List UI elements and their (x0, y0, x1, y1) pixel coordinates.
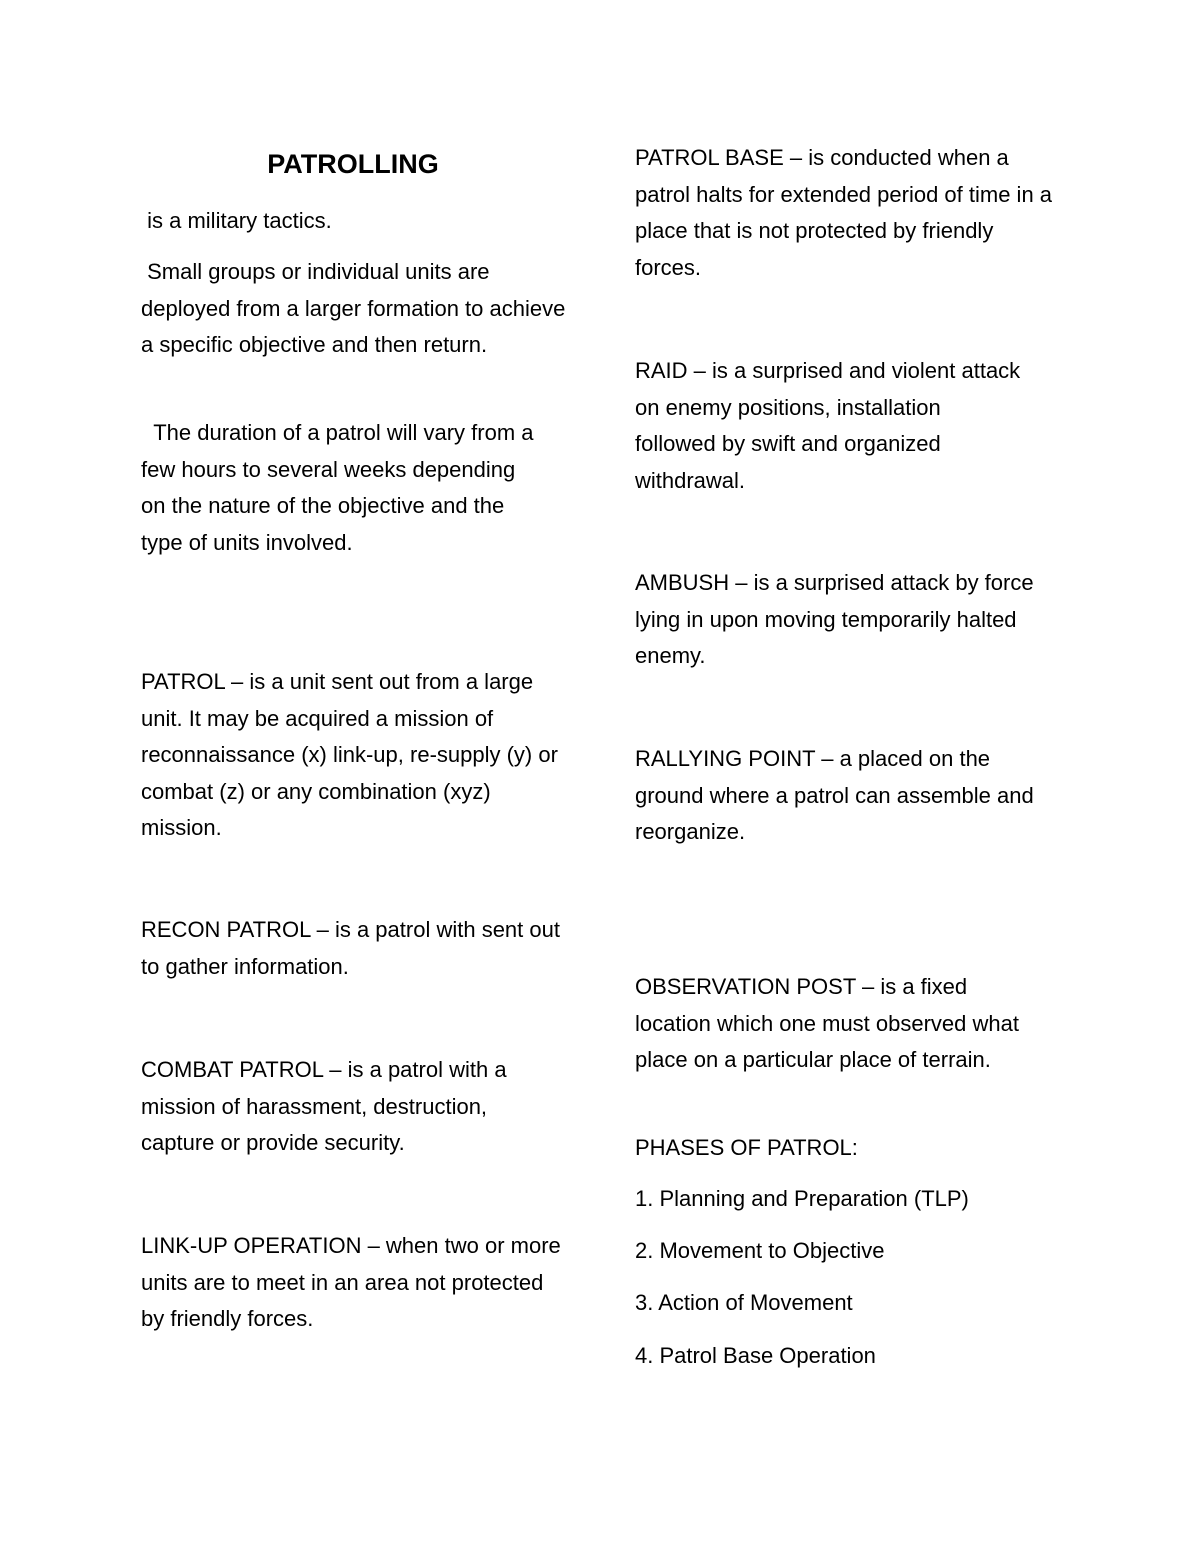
definition-recon-patrol: RECON PATROL – is a patrol with sent out to gather information. (141, 917, 567, 979)
definition-rallying-point: RALLYING POINT – a placed on the ground where a patrol can assemble and reorganize. (635, 746, 1040, 844)
document-title: PATROLLING (267, 149, 439, 179)
paragraph-small-groups: Small groups or individual units are deployed from a larger formation to achieve a specific objective and then return. (141, 259, 572, 357)
definition-patrol: PATROL – is a unit sent out from a large unit. It may be acquired a mission of reconnaissance (x) link-up, re-supply (y) or combat (z) or any combination (xyz) mission. (141, 669, 565, 840)
phase-item: 3. Action of Movement (635, 1290, 853, 1315)
definition-patrol-base: PATROL BASE – is conducted when a patrol halts for extended period of time in a place that is not protected by friendly forces. (635, 145, 1059, 280)
definition-raid: RAID – is a surprised and violent attack on enemy positions, installation followed by swift and organized withdrawal. (635, 358, 1027, 493)
definition-observation-post: OBSERVATION POST – is a fixed location which one must observed what place on a particular place of terrain. (635, 974, 1026, 1072)
phase-item: 1. Planning and Preparation (TLP) (635, 1186, 969, 1211)
phase-item: 2. Movement to Objective (635, 1238, 885, 1263)
definition-combat-patrol: COMBAT PATROL – is a patrol with a mission of harassment, destruction, capture or provide security. (141, 1057, 513, 1155)
definition-link-up-operation: LINK-UP OPERATION – when two or more units are to meet in an area not protected by friendly forces. (141, 1233, 567, 1331)
phases-heading: PHASES OF PATROL: (635, 1135, 858, 1160)
paragraph-duration: The duration of a patrol will vary from a few hours to several weeks depending on the nature of the objective and the type of units involved. (141, 420, 540, 555)
definition-ambush: AMBUSH – is a surprised attack by force lying in upon moving temporarily halted enemy. (635, 570, 1040, 668)
phase-item: 4. Patrol Base Operation (635, 1343, 876, 1368)
intro-paragraph: is a military tactics. (141, 208, 332, 233)
